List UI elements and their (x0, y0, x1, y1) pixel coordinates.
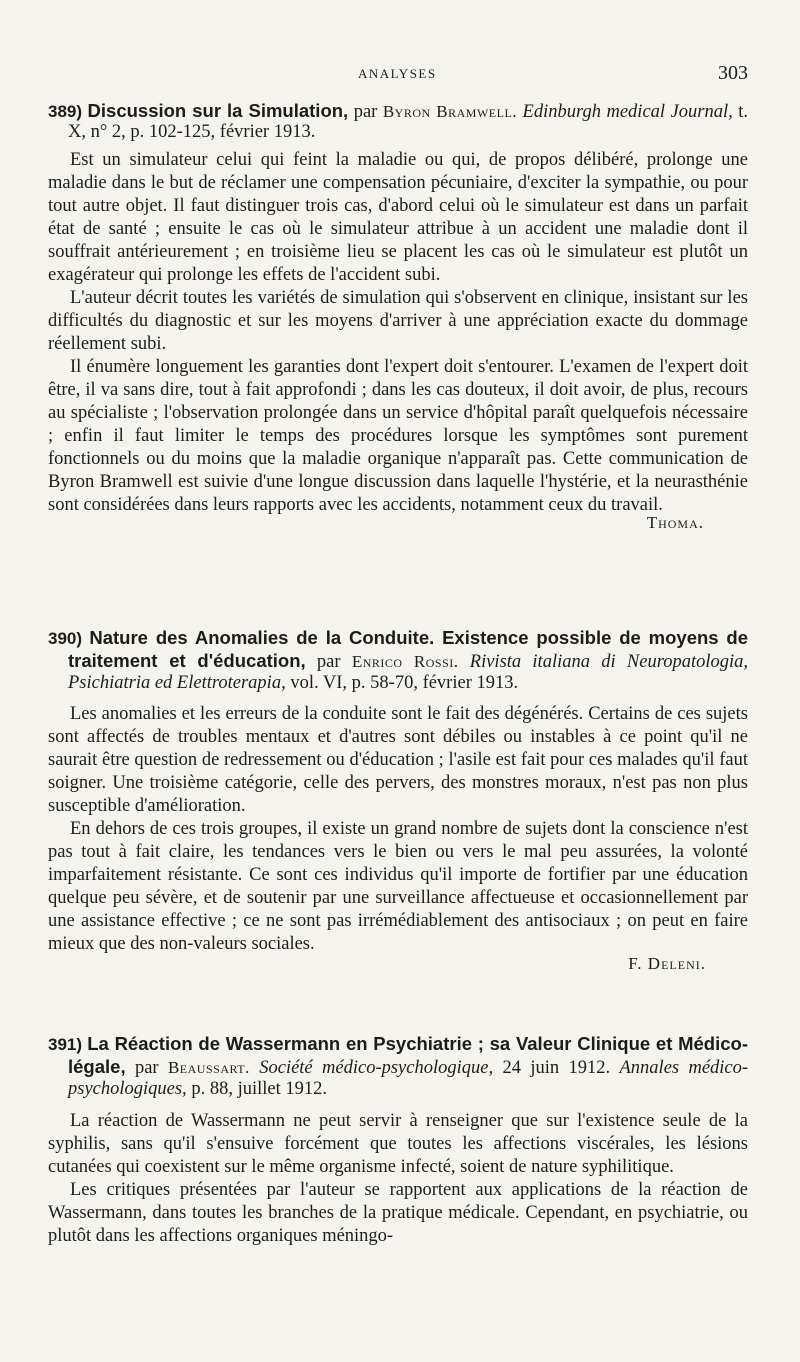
signature: Thoma. (646, 513, 704, 532)
running-head (48, 62, 748, 86)
article-heading (48, 101, 748, 142)
running-title: ANALYSES (358, 66, 437, 81)
article-title: La Réaction de Wassermann en Psychiatrie ; sa Valeur Clinique et Médico-légale, (68, 1033, 748, 1077)
paragraph: Est un simulateur celui qui feint la maladie ou qui, de propos délibéré, prolonge une maladie dans le but de réclamer une compensation pécuniaire, d'exciter la sympathie, ou pour tout autre objet. Il faut distinguer trois cas, d'abord celui où le simulateur est dans un parfait état de santé ; ensuite le cas où le simulateur attribue à un accident une maladie dont il souffrait antérieurement ; en troisième lieu se placent les cas où le simulateur est plutôt un exagérateur qui prolonge les effets de l'accident subi. (48, 150, 748, 285)
article-citation: 24 juin 1912. (502, 1058, 611, 1078)
article-heading (48, 627, 748, 694)
article-number: 391) (48, 1035, 83, 1054)
article-author: Byron Bramwell. (382, 102, 518, 121)
paragraph: La réaction de Wassermann ne peut servir à renseigner que sur l'existence seule de la syphilis, sans qu'il s'ensuive forcément que toutes les affections viscérales, les lésions cutanées qui coexistent sur le même organisme infecté, soient de nature syphilitique. (48, 1111, 748, 1177)
article-number: 390) (48, 629, 83, 648)
article-title: Discussion sur la Simulation, (87, 100, 349, 121)
signature-row (48, 956, 748, 978)
paragraph: Il énumère longuement les garanties dont l'expert doit s'entourer. L'examen de l'expert doit être, il va sans dire, tout à fait approfondi ; dans les cas douteux, il doit avoir, de plus, recours au spécialiste ; l'observation prolongée dans un service d'hôpital paraît quelquefois nécessaire ; enfin il faut limiter le temps des procédures lorsque les symptômes sont purement fonctionnels ou du moins que la maladie organique n'apparaît pas. Cette communication de Byron Bramwell est suivie d'une longue discussion dans laquelle l'hystérie, et la neurasthénie sont considérées dans leurs rapports avec les accidents, notamment ceux du travail. (48, 357, 748, 515)
signature: F. Deleni. (628, 954, 706, 973)
article-number: 389) (48, 102, 83, 121)
article-author: Enrico Rossi. (351, 652, 459, 671)
signature-row (48, 513, 748, 539)
article-citation-secondary: p. 88, juillet 1912. (191, 1079, 327, 1099)
article-journal: Edinburgh medical Journal, (522, 102, 733, 122)
article-citation: t. X, n° 2, p. 102-125, février 1913. (68, 102, 748, 142)
article-389 (48, 101, 748, 539)
article-journal: Rivista italiana di Neuropatologia, Psichiatria ed Elettroterapia, (68, 652, 748, 693)
article-title: Nature des Anomalies de la Conduite. Existence possible de moyens de traitement et d'éducation, (68, 627, 749, 671)
paragraph: En dehors de ces trois groupes, il existe un grand nombre de sujets dont la conscience n'est pas tout à fait claire, les tendances vers le bien ou vers le mal peu assurées, la volonté imparfaitement résistante. Ce sont ces individus qu'il importe de fortifier par une éducation quelque peu sévère, et de soutenir par une surveillance affectueuse et occasionnellement par une assistance effective ; ce ne sont pas irrémédiablement des antisociaux ; on peut en faire mieux que des non-valeurs sociales. (48, 819, 748, 954)
article-391 (48, 1033, 748, 1248)
article-by: par (134, 1058, 159, 1078)
article-journal: Société médico-psychologique, (259, 1058, 494, 1078)
paragraph: Les anomalies et les erreurs de la conduite sont le fait des dégénérés. Certains de ces sujets sont affectés de troubles mentaux et d'autres sont débiles ou instables à ce point qu'il ne saurait être question de redressement ou d'éducation ; l'asile est fait pour ces malades qu'il faut soigner. Une troisième catégorie, celle des pervers, des monstres moraux, n'est pas non plus susceptible d'amélioration. (48, 704, 748, 816)
page-number: 303 (718, 62, 748, 84)
paragraph: Les critiques présentées par l'auteur se rapportent aux applications de la réaction de Wassermann, dans toutes les branches de la pratique médicale. Cependant, en psychiatrie, ou plutôt dans les affections organiques méningo- (48, 1180, 748, 1246)
article-heading (48, 1033, 748, 1100)
paragraph: L'auteur décrit toutes les variétés de simulation qui s'observent en clinique, insistant sur les difficultés du diagnostic et sur les moyens d'arriver à une appréciation exacte du dommage réellement subi. (48, 288, 748, 354)
article-citation: vol. VI, p. 58-70, février 1913. (290, 673, 519, 693)
article-journal-secondary: Annales médico-psychologiques, (68, 1058, 749, 1099)
article-author: Beaussart. (167, 1058, 250, 1077)
article-by: par (316, 652, 341, 672)
article-by: par (353, 102, 378, 122)
article-390 (48, 627, 748, 978)
